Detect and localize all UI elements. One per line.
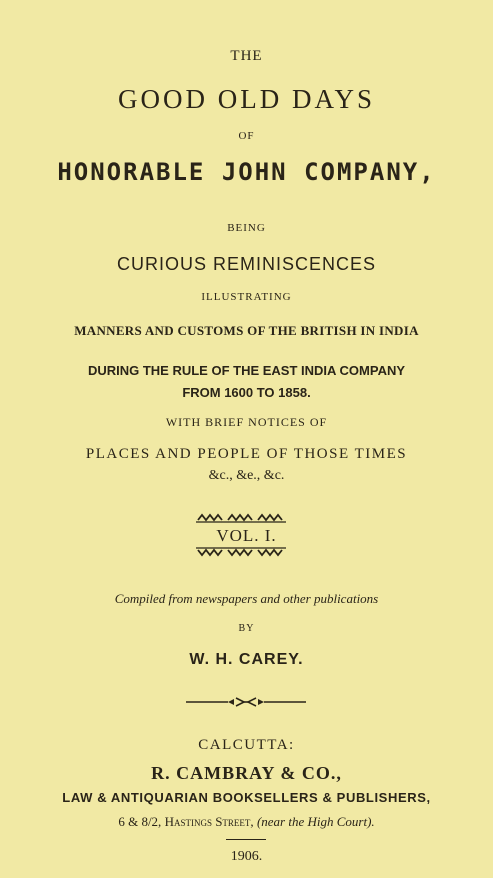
- address-note: (near the High Court).: [256, 814, 375, 829]
- publisher-description: LAW & ANTIQUARIAN BOOKSELLERS & PUBLISHERS,: [62, 790, 431, 805]
- subheading-years: FROM 1600 TO 1858.: [182, 385, 311, 400]
- heading-places-people: PLACES AND PEOPLE OF THOSE TIMES: [85, 446, 408, 462]
- publisher-name: R. CAMBRAY & CO.,: [151, 763, 342, 783]
- address-number: 6 & 8/2,: [118, 814, 165, 829]
- heading-curious-reminiscences: CURIOUS REMINISCENCES: [116, 254, 377, 274]
- volume-bottom-ornament-icon: [196, 547, 286, 557]
- author-name: W. H. CAREY.: [189, 651, 304, 668]
- flourish-ornament-icon: [186, 696, 306, 708]
- heading-being: BEING: [227, 222, 266, 234]
- subheading-east-india-company: DURING THE RULE OF THE EAST INDIA COMPANY: [87, 363, 406, 378]
- heading-illustrating: ILLUSTRATING: [201, 291, 292, 303]
- volume-label: VOL. I.: [216, 526, 277, 545]
- compiled-note: Compiled from newspapers and other publications: [114, 591, 379, 606]
- publisher-address: [0, 814, 493, 830]
- publication-year: 1906.: [230, 849, 263, 864]
- divider-rule: [226, 839, 266, 840]
- publisher-city: CALCUTTA:: [198, 737, 295, 753]
- heading-honorable-john-company: HONORABLE JOHN COMPANY,: [57, 158, 436, 186]
- heading-etc: &c., &e., &c.: [208, 468, 285, 483]
- heading-the: THE: [230, 48, 263, 64]
- heading-manners-customs: MANNERS AND CUSTOMS OF THE BRITISH IN INDIA: [74, 323, 419, 338]
- heading-of: OF: [238, 130, 255, 142]
- address-street: Hastings Street,: [164, 814, 257, 829]
- heading-brief-notices: WITH BRIEF NOTICES OF: [165, 415, 328, 429]
- volume-top-ornament-icon: [196, 513, 286, 523]
- heading-good-old-days: GOOD OLD DAYS: [117, 84, 376, 114]
- heading-by: BY: [238, 623, 255, 634]
